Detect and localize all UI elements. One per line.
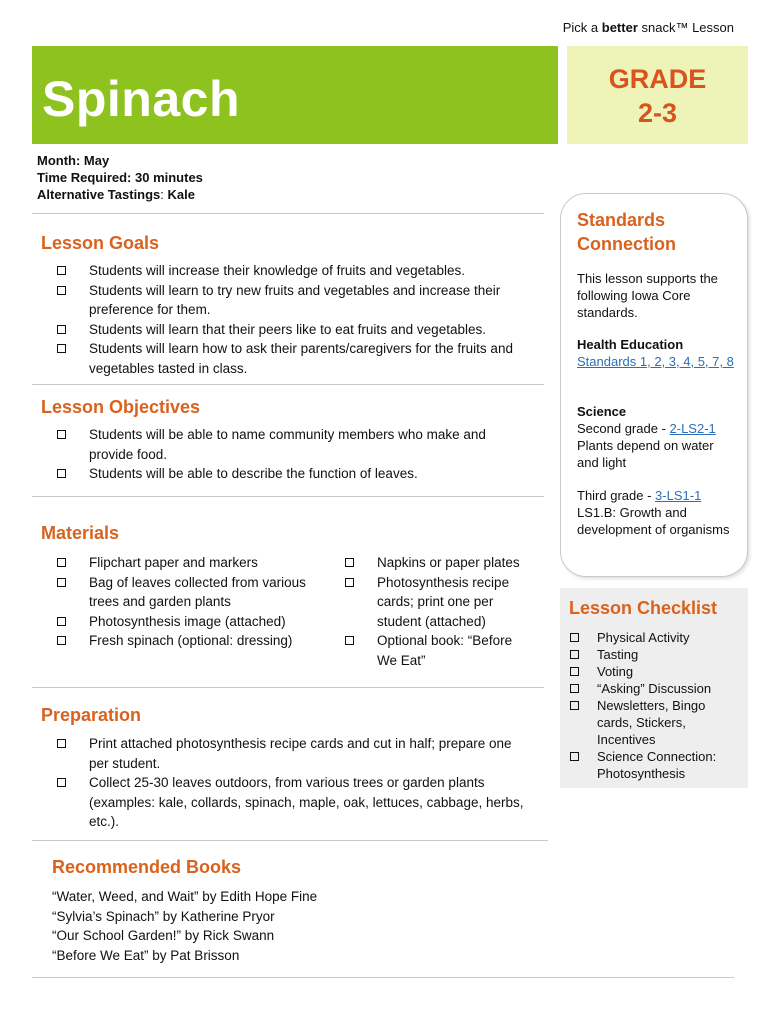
second-grade-text: Plants depend on water and light [577, 438, 714, 470]
standards-title [577, 208, 676, 256]
list-item: “Water, Weed, and Wait” by Edith Hope Fine [52, 889, 318, 904]
second-grade-standard-link[interactable]: 2-LS2-1 [669, 421, 716, 436]
list-item [57, 261, 532, 281]
lesson-goals-title: Lesson Goals [41, 233, 160, 253]
list-item: “Sylvia’s Spinach” by Katherine Pryor [52, 908, 275, 924]
page-title: Spinach [42, 71, 240, 127]
checklist-item[interactable] [570, 680, 740, 697]
checkbox-icon [57, 617, 66, 626]
checkbox-icon [57, 636, 66, 645]
list-item-text: Bag of leaves collected from various trees and garden plants [89, 574, 306, 609]
checklist-item-label: Science Connection: Photosynthesis [597, 749, 717, 781]
tagline-suffix: snack™ Lesson [637, 20, 734, 35]
tagline-bold: better [601, 20, 638, 35]
health-standards-link[interactable]: Standards 1, 2, 3, 4, 5, 7, 8 [577, 354, 734, 369]
checkbox-icon [570, 650, 579, 659]
divider [32, 687, 544, 688]
checklist-item[interactable] [570, 697, 740, 748]
divider [32, 213, 544, 214]
checkbox-icon [57, 286, 66, 295]
list-item [345, 553, 535, 573]
lesson-goals-list [57, 261, 532, 378]
materials-title: Materials [41, 523, 120, 543]
list-item [57, 320, 532, 340]
checklist-item-label: Physical Activity [597, 630, 690, 645]
checklist-item[interactable] [570, 646, 740, 663]
divider [32, 840, 548, 841]
checkbox-icon [570, 684, 579, 693]
checkbox-icon [57, 739, 66, 748]
list-item-text: Students will be able to describe the function of leaves. [89, 466, 418, 481]
list-item-text: Photosynthesis image (attached) [89, 613, 286, 629]
checkbox-icon [570, 752, 579, 761]
list-item [345, 573, 535, 632]
checkbox-icon [570, 701, 579, 710]
list-item [57, 631, 322, 651]
list-item-text: Flipchart paper and markers [89, 555, 258, 570]
list-item [57, 612, 322, 632]
list-item-text: Students will learn how to ask their parents/caregivers for the fruits and vegetables tasted in class. [89, 341, 513, 376]
checklist-item[interactable] [570, 748, 740, 782]
list-item: “Before We Eat” by Pat Brisson [52, 947, 240, 963]
third-grade-standard-link[interactable]: 3-LS1-1 [655, 488, 702, 503]
grade-value: 2-3 [637, 98, 678, 128]
standards-intro: This lesson supports the following Iowa Core standards. [577, 271, 718, 320]
checkbox-icon [57, 578, 66, 587]
list-item-text: Optional book: “Before We Eat” [377, 633, 513, 668]
science-heading: Science [577, 404, 627, 419]
checklist-item-label: Newsletters, Bingo cards, Stickers, Incentives [597, 698, 706, 747]
recommended-books-list [52, 887, 317, 965]
divider [32, 384, 544, 385]
title-band [32, 46, 558, 144]
list-item [345, 631, 535, 670]
list-item [57, 464, 517, 484]
checkbox-icon [57, 469, 66, 478]
meta-alt-sep: : [160, 187, 164, 202]
checkbox-icon [570, 667, 579, 676]
checkbox-icon [57, 778, 66, 787]
checklist-item-label: “Asking” Discussion [597, 681, 712, 696]
meta-alt-label: Alternative Tastings [37, 187, 161, 202]
science-block [577, 403, 737, 471]
list-item-text: Students will be able to name community members who make and provide food. [89, 427, 486, 462]
checklist-item[interactable] [570, 663, 740, 680]
third-grade-label: Third grade - [577, 488, 656, 503]
list-item-text: Napkins or paper plates [377, 555, 520, 570]
list-item-text: Collect 25-30 leaves outdoors, from various trees or garden plants (examples: kale, collards, spinach, maple, oak, lettuces, cabbage, herbs, etc.). [89, 775, 524, 829]
checklist-item-label: Tasting [597, 647, 639, 662]
checkbox-icon [345, 636, 354, 645]
second-grade-label: Second grade - [577, 421, 670, 436]
meta-alt-value: Kale [163, 187, 195, 202]
checklist-item-label: Voting [597, 664, 634, 679]
health-education-block [577, 336, 737, 370]
checklist-item[interactable] [570, 629, 740, 646]
list-item-text: Students will learn that their peers like to eat fruits and vegetables. [89, 321, 486, 337]
lesson-objectives-list [57, 425, 517, 484]
materials-list-left [57, 553, 322, 651]
list-item-text: Students will increase their knowledge of fruits and vegetables. [89, 263, 465, 278]
meta-alt-tastings [37, 186, 203, 203]
third-grade-block [577, 487, 737, 538]
lesson-meta [37, 152, 203, 203]
list-item [57, 339, 532, 378]
meta-time: Time Required: 30 minutes [37, 170, 203, 185]
list-item-text: Students will learn to try new fruits and vegetables and increase their preference for them. [89, 282, 501, 317]
list-item [57, 425, 517, 464]
checkbox-icon [57, 266, 66, 275]
materials-list-right [345, 553, 535, 670]
health-heading: Health Education [577, 337, 684, 352]
meta-month: Month: May [37, 153, 110, 168]
grade-box [567, 46, 748, 144]
list-item [57, 734, 527, 773]
third-grade-text: LS1.B: Growth and development of organisms [577, 505, 730, 537]
tagline [563, 20, 734, 35]
standards-title-line1: Standards [577, 210, 666, 230]
checkbox-icon [57, 344, 66, 353]
list-item: “Our School Garden!” by Rick Swann [52, 928, 275, 943]
standards-title-line2: Connection [577, 234, 676, 254]
list-item [57, 573, 322, 612]
preparation-title: Preparation [41, 705, 142, 725]
checklist-items [570, 629, 740, 782]
divider [32, 977, 734, 978]
checkbox-icon [57, 325, 66, 334]
checklist-title: Lesson Checklist [569, 598, 718, 618]
list-item [57, 773, 527, 832]
grade-label: GRADE [608, 64, 707, 94]
checkbox-icon [345, 578, 354, 587]
recommended-books-title: Recommended Books [52, 857, 242, 877]
list-item [57, 553, 322, 573]
list-item [57, 281, 532, 320]
lesson-objectives-title: Lesson Objectives [41, 397, 201, 417]
lesson-checklist [560, 588, 748, 788]
tagline-prefix: Pick a [562, 20, 602, 35]
list-item-text: Photosynthesis recipe cards; print one per student (attached) [377, 574, 510, 629]
divider [32, 496, 544, 497]
checkbox-icon [57, 558, 66, 567]
checkbox-icon [57, 430, 66, 439]
preparation-list [57, 734, 527, 832]
checkbox-icon [570, 633, 579, 642]
list-item-text: Fresh spinach (optional: dressing) [89, 633, 293, 648]
checkbox-icon [345, 558, 354, 567]
standards-connection-card [560, 193, 748, 577]
list-item-text: Print attached photosynthesis recipe cards and cut in half; prepare one per student. [89, 736, 512, 771]
